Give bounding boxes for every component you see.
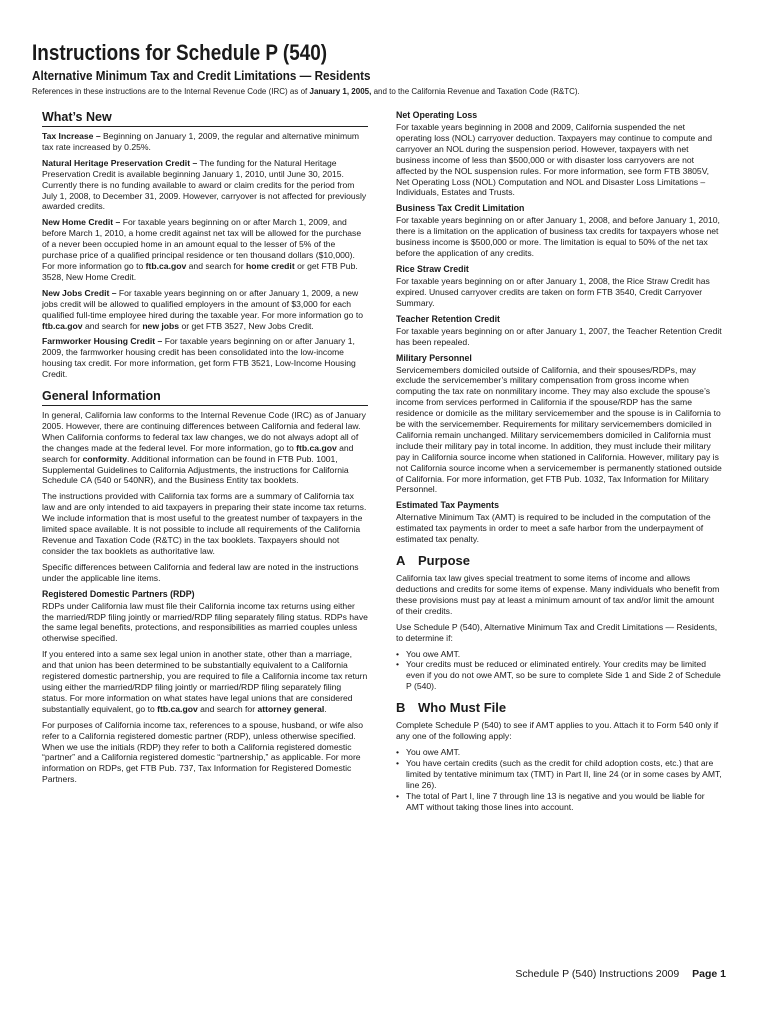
list-item-text: The total of Part I, line 7 through line 13 is negative and you would be liable for AMT without taking those lines into account. [406, 790, 705, 812]
teacher-retention-heading: Teacher Retention Credit [396, 313, 500, 324]
military-paragraph: Servicemembers domiciled outside of California, and their spouses/RDPs, may exclude the servicemember’s military compensation from gross income when computing the tax rate on nonmilitary income. They may also exclude the spouse’s income from services performed in California if the spouse/RDP has the same residence or domicile as the military servicemember and the spouse is in California to be with the servicemember. Requirements for military servicemembers domiciled in California remain unchanged. Military servicemembers domiciled in California must include their military pay in total income. In addition, they must include their military pay in California source income when stationed in California. However, military pay is not California source income when a servicemember is permanently stationed outside of California. For more information, get FTB Pub. 1032, Tax Information for Military Personnel. [396, 364, 722, 495]
new-jobs-mid: and search for [84, 320, 140, 331]
ftb-link[interactable]: ftb.ca.gov [145, 260, 187, 271]
whats-new-heading: What’s New [42, 110, 368, 127]
new-jobs-text: For taxable years beginning on or after January 1, 2009, a new jobs credit will be allowed to qualified employers in the amount of $3,000 for each qualified full-time employee hired during the taxable year. For more information go to [42, 287, 364, 320]
list-item [396, 659, 722, 692]
list-item-text: You owe AMT. [406, 746, 461, 757]
refs-date: January 1, 2005, [309, 87, 372, 96]
list-item [396, 757, 722, 791]
natural-heritage-lead: Natural Heritage Preservation Credit – [42, 157, 198, 168]
general-p1-tail: . Additional information can be found in FTB Pub. 1001, Supplemental Guidelines to California Adjustments, the instructions for California Schedule CA (540 or 540NR), and the Business Entity tax booklets. [42, 453, 349, 486]
list-item-text: You owe AMT. [406, 648, 461, 659]
rdp-paragraph-1: RDPs under California law must file their California income tax returns using either the married/RDP filing jointly or married/RDP filing separately filing status. RDPs have the same legal benefits, protections, and responsibilities as married couples unless otherwise specified. [42, 600, 368, 644]
rdp-p2-tail: . [324, 703, 327, 714]
farmworker-lead: Farmworker Housing Credit – [42, 336, 163, 347]
section-b-title: Who Must File [418, 700, 507, 716]
document-page [32, 40, 728, 812]
bullet-icon: • [396, 757, 400, 768]
left-column [42, 110, 368, 790]
new-home-credit-paragraph [42, 217, 368, 282]
document-subtitle: Alternative Minimum Tax and Credit Limitations — Residents [32, 68, 371, 83]
tax-increase-text: Beginning on January 1, 2009, the regular and alternative minimum tax rate increased by 0.25%. [42, 131, 360, 152]
general-paragraph-1 [42, 410, 368, 486]
natural-heritage-text: The funding for the Natural Heritage Preservation Credit is available beginning January 1, 2010, until June 30, 2015. Currently there is no funding available to award or claim credits for the period from July 1, 2008, to December 31, 2009. However, carryover is not affected for previously awarded credits. [42, 157, 367, 212]
right-column [396, 110, 722, 816]
who-must-file-bullet-list [396, 747, 722, 812]
bullet-icon: • [396, 790, 400, 801]
nol-heading: Net Operating Loss [396, 110, 478, 120]
search-term: new jobs [142, 320, 180, 331]
bullet-icon: • [396, 659, 400, 670]
teacher-retention-paragraph: For taxable years beginning on or after January 1, 2007, the Teacher Retention Credit has been repealed. [396, 325, 722, 347]
purpose-bullet-list [396, 649, 722, 693]
general-p1-text: In general, California law conforms to the Internal Revenue Code (IRC) as of January 2005. However, there are continuing differences between California and federal law. When California conforms to federal tax law changes, we do not always adopt all of the changes made at the federal level. For more information, go to [42, 410, 366, 453]
page-number: Page 1 [692, 968, 726, 980]
section-b-letter: B [396, 700, 406, 716]
document-title: Instructions for Schedule P (540) [32, 40, 328, 65]
section-a-heading [396, 553, 722, 569]
section-b-heading [396, 700, 722, 716]
military-heading: Military Personnel [396, 352, 472, 363]
ftb-link[interactable]: ftb.ca.gov [157, 703, 198, 714]
list-item-text: Your credits must be reduced or eliminated entirely. Your credits may be limited even if you do not owe AMT, so be sure to complete Side 1 and Side 2 of Schedule P (540). [406, 659, 721, 692]
new-home-text: For taxable years beginning on or after March 1, 2009, and before March 1, 2010, a home credit against net tax will be allowed for the purchase of a never been occupied home in an amount equal to the lesser of 5% of the purchase price of a qualified principal residence or ten thousand dollars ($10,000). For more information go to [42, 217, 362, 271]
new-jobs-credit-paragraph [42, 288, 368, 332]
refs-text: References in these instructions are to the Internal Revenue Code (IRC) as of [32, 87, 308, 96]
search-term: home credit [245, 260, 295, 271]
page-footer [515, 968, 726, 980]
tax-increase-lead: Tax Increase – [42, 131, 101, 141]
btcl-paragraph: For taxable years beginning on or after January 1, 2008, and before January 1, 2010, there is a limitation on the application of business tax credits for taxpayers whose net business income is $500,000 or more. The limitation is equal to 50% of the net tax before the application of any credits. [396, 215, 720, 259]
purpose-paragraph-2: Use Schedule P (540), Alternative Minimum Tax and Credit Limitations — Residents, to determine if: [396, 621, 718, 643]
general-p1-mid: and search for [42, 442, 354, 464]
tax-increase-paragraph [42, 131, 368, 153]
search-term: attorney general [257, 703, 325, 714]
who-must-file-paragraph: Complete Schedule P (540) to see if AMT applies to you. Attach it to Form 540 only if any one of the following apply: [396, 720, 719, 742]
farmworker-housing-paragraph [42, 336, 368, 380]
rdp-heading: Registered Domestic Partners (RDP) [42, 588, 195, 599]
refs-text-end: and to the California Revenue and Taxation Code (R&TC). [373, 87, 580, 96]
references-note [32, 87, 728, 97]
estimated-tax-paragraph: Alternative Minimum Tax (AMT) is required to be included in the computation of the estimated tax payments in order to meet a safe harbor from the underpayment of estimated tax penalty. [396, 512, 711, 545]
new-home-lead: New Home Credit – [42, 217, 121, 228]
rdp-paragraph-3: For purposes of California income tax, references to a spouse, husband, or wife also refer to a California registered domestic partner (RDP), unless otherwise specified. When we use the initials (RDP) they refer to both a California registered domestic “partner” and a California registered domestic “partnership,” as applicable. For more information on RDPs, get FTB Pub. 737, Tax Information for Registered Domestic Partners. [42, 719, 364, 785]
list-item [396, 790, 722, 813]
btcl-heading: Business Tax Credit Limitation [396, 203, 525, 214]
list-item [396, 648, 722, 660]
purpose-paragraph-1: California tax law gives special treatment to some items of income and allows deductions and credits for some items of expense. Many individuals who benefit from these provisions must pay at least a minimum amount of tax and/or limit the amount of their credits. [396, 573, 720, 616]
search-term: conformity [82, 453, 128, 464]
list-item [396, 746, 722, 758]
nol-paragraph: For taxable years beginning in 2008 and 2009, California suspended the net operating loss (NOL) carryover deduction. Taxpayers may continue to compute and carryover an NOL during the suspension period. However, taxpayers with net business income of less than $500,000 or with disaster loss carryovers are not affected by the NOL suspension rules. For more information, see form FTB 3805V, Net Operating Loss (NOL) Computation and NOL and Disaster Loss Limitations – Individuals, Estates and Trusts. [396, 122, 713, 198]
section-a-title: Purpose [418, 553, 471, 569]
general-information-heading: General Information [42, 389, 368, 406]
general-paragraph-3: Specific differences between California and federal law are noted in the instructions under the applicable line items. [42, 561, 359, 583]
estimated-tax-heading: Estimated Tax Payments [396, 500, 499, 511]
ftb-link[interactable]: ftb.ca.gov [42, 320, 83, 331]
new-home-mid: and search for [188, 260, 244, 271]
bullet-icon: • [396, 746, 400, 757]
list-item-text: You have certain credits (such as the credit for child adoption costs, etc.) that are limited by tentative minimum tax (TMT) in Part II, line 24 (or in some cases by AMT, line 26). [406, 757, 722, 790]
natural-heritage-paragraph [42, 158, 368, 213]
footer-label: Schedule P (540) Instructions 2009 [515, 968, 680, 980]
new-jobs-lead: New Jobs Credit – [42, 287, 117, 298]
bullet-icon: • [396, 648, 400, 659]
ftb-link[interactable]: ftb.ca.gov [296, 442, 337, 453]
rdp-p2-mid: and search for [200, 703, 256, 714]
rice-straw-heading: Rice Straw Credit [396, 263, 469, 274]
rice-straw-paragraph: For taxable years beginning on or after January 1, 2008, the Rice Straw Credit has expired. Unused carryover credits are taken on form FTB 3540, Credit Carryover Summary. [396, 275, 710, 308]
new-home-tail: or get FTB Pub. 3528, New Home Credit. [42, 260, 358, 282]
rdp-paragraph-2 [42, 649, 368, 714]
farmworker-text: For taxable years beginning on or after January 1, 2009, the farmworker housing credit has been consolidated into the low-income housing tax credit. For more information, get form FTB 3521, Low-Income Housing Credit. [42, 336, 356, 380]
new-jobs-tail: or get FTB 3527, New Jobs Credit. [181, 320, 314, 331]
rdp-p2-text: If you entered into a same sex legal union in another state, other than a marriage, and that union has been determined to be substantially equivalent to a California registered domestic partnership, you are required to file a California income tax return using either the married/RDP filing jointly or married/RDP filing separately filing status. For more information on what states have legal unions that are considered substantially equivalent, go to [42, 649, 368, 714]
general-paragraph-2: The instructions provided with California tax forms are a summary of California tax law and are only intended to aid taxpayers in preparing their state income tax returns. We include information that is most useful to the greatest number of taxpayers in the limited space available. It is not possible to include all requirements of the California Revenue and Taxation Code (R&TC) in the tax booklets. Taxpayers should not consider the tax booklets as authoritative law. [42, 491, 367, 556]
section-a-letter: A [396, 553, 406, 569]
